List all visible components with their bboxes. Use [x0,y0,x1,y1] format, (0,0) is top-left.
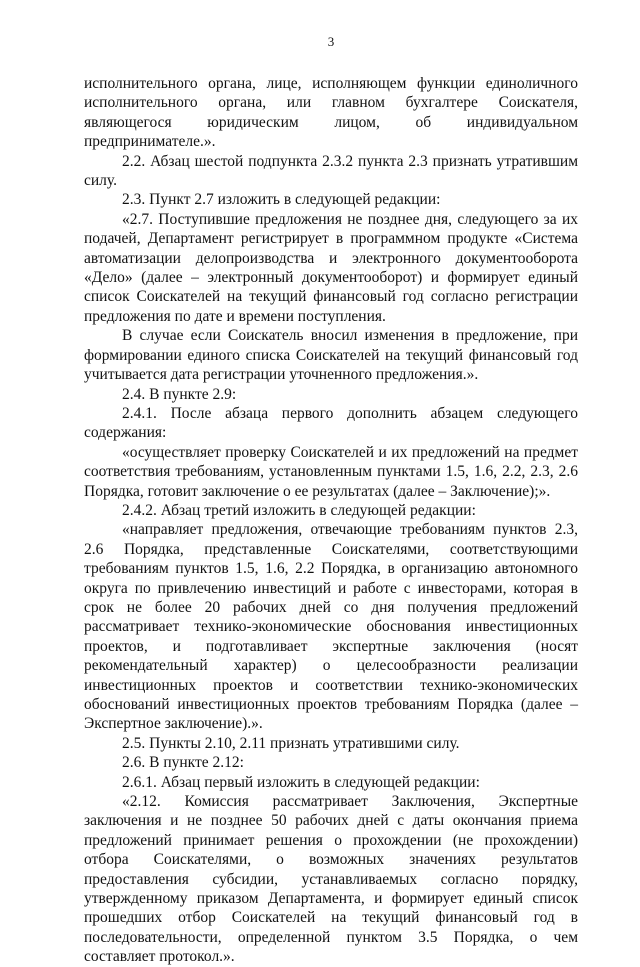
paragraph-2-7-changes: В случае если Соискатель вносил изменения в предложение, при формировании единого списка Соискателей на текущий финансовый год учитывается дата регистрации уточненного предложения.». [84,327,578,384]
paragraph-2-6-1: 2.6.1. Абзац первый изложить в следующей редакции: [122,773,480,791]
paragraph-2-3: 2.3. Пункт 2.7 изложить в следующей редакции: [122,191,441,209]
paragraph-2-2: 2.2. Абзац шестой подпункта 2.3.2 пункта 2.3 признать утратившим силу. [84,152,578,190]
paragraph-continuation: исполнительного органа, лице, исполняющем функции единоличного исполнительного органа, или главном бухгалтере Соискателя, являющегося юридическим лицом, об индивидуальном предпринимателе.». [84,75,578,151]
page-number: 3 [327,34,335,49]
paragraph-2-4-1: 2.4.1. После абзаца первого дополнить абзацем следующего содержания: [84,404,578,442]
document-body [84,74,578,967]
paragraph-2-4: 2.4. В пункте 2.9: [122,385,237,403]
paragraph-2-4-2-quote: «направляет предложения, отвечающие требованиям пунктов 2.3, 2.6 Порядка, представленные Соискателями, соответствующими требованиям пунктов 1.5, 1.6, 2.2 Порядка, в организацию автономного округа по привлечению инвестиций и работе с инвесторами, которая в срок не более 20 рабочих дней со дня получения предложений рассматривает технико-экономические обоснования инвестиционных проектов, и подготавливает экспертные заключения (носят рекомендательный характер) о целесообразности реализации инвестиционных проектов и соответствии технико-экономических обоснований инвестиционных проектов требованиям Порядка (далее – Экспертное заключение).». [84,521,578,733]
paragraph-2-4-1-quote: «осуществляет проверку Соискателей и их предложений на предмет соответствия требованиям, установленным пунктами 1.5, 1.6, 2.2, 2.3, 2.6 Порядка, готовит заключение о ее результатах (далее – Заключение);». [84,443,578,500]
paragraph-2-7-quote: «2.7. Поступившие предложения не позднее дня, следующего за их подачей, Департамент регистрирует в программном продукте «Система автоматизации делопроизводства и электронного документооборота «Дело» (далее – электронный документооборот) и формирует единый список Соискателей на текущий финансовый год согласно регистрации предложения по дате и времени поступления. [84,210,578,325]
paragraph-2-5: 2.5. Пункты 2.10, 2.11 признать утратившими силу. [122,734,460,752]
paragraph-2-12-quote: «2.12. Комиссия рассматривает Заключения, Экспертные заключения и не позднее 50 рабочих дней с даты окончания приема предложений принимает решения о прохождении (не прохождении) отбора Соискателями, о возможных значениях результатов предоставления субсидии, устанавливаемых согласно порядку, утвержденному приказом Департамента, и формирует единый список прошедших отбор Соискателей на текущий финансовый год в последовательности, определенной пунктом 3.5 Порядка, о чем составляет протокол.». [84,793,578,966]
paragraph-2-6: 2.6. В пункте 2.12: [122,754,244,772]
paragraph-2-4-2: 2.4.2. Абзац третий изложить в следующей редакции: [122,501,476,519]
